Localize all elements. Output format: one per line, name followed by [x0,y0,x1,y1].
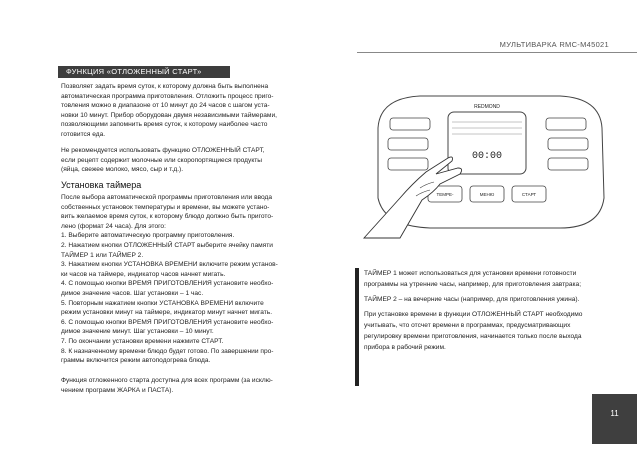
side-note-delayed-start: При установке времени в функции ОТЛОЖЕННЫЙ СТАРТ необходимо учитывать, что отсчет времени в программах, предусматривающих регулировку времени приготовления, начинается только после выхода прибора в рабочий режим. [364,311,583,351]
step-line: режим установки минут на таймере, индикатор минут начнет мигать. [61,309,273,317]
intro-line: позволяющими запомнить время суток, к которому наиболее часто [61,121,268,129]
step-line: 6. С помощью кнопки ВРЕМЯ ПРИГОТОВЛЕНИЯ установите необхо- [61,318,274,326]
warning-line: Не рекомендуется использовать функцию ОТЛОЖЕННЫЙ СТАРТ, [61,147,265,154]
page-number: 11 [592,394,637,444]
section-title: ФУНКЦИЯ «ОТЛОЖЕННЫЙ СТАРТ» [58,66,230,78]
note-paragraph [61,376,346,395]
panel-button-left-1 [390,118,430,130]
step-line: вить желаемое время суток, к которому блюдо должно быть пригото- [61,213,274,221]
step-line: 3. Нажатием кнопки УСТАНОВКА ВРЕМЕНИ включите режим установ- [61,261,278,269]
panel-button-start-label: СТАРТ [521,192,537,197]
step-line: 4. С помощью кнопки ВРЕМЯ ПРИГОТОВЛЕНИЯ установите необхо- [61,280,274,288]
panel-display-time: 00:00 [471,151,503,162]
warning-line: (яйца, свежее молоко, мясо, сыр и т.д.). [61,166,184,174]
intro-line: новки 10 минут. Прибор оборудован двумя независимыми таймерами, [61,111,277,119]
header-model: МУЛЬТИВАРКА RMC-M45021 [499,40,609,49]
step-line: ТАЙМЕР 1 или ТАЙМЕР 2. [61,251,144,259]
panel-button-right-1 [546,118,586,130]
subheading: Установка таймера [61,180,142,190]
step-line: лено (формат 24 часа). Для этого: [61,222,166,230]
step-line: 7. По окончании установки времени нажмите СТАРТ. [61,337,224,345]
step-line: димое значение часов. Шаг установки – 1 час. [61,289,204,297]
intro-paragraph [61,82,346,140]
step-line: После выбора автоматической программы приготовления или ввода [61,194,273,201]
panel-button-temp-label: TEMPE- [436,192,454,197]
step-line: ки часов на таймере, индикатор часов начнет мигать. [61,270,226,278]
step-line: 2. Нажатием кнопки ОТЛОЖЕННЫЙ СТАРТ выберите ячейку памяти [61,241,273,249]
step-line: 1. Выберите автоматическую программу приготовления. [61,232,235,240]
step-line: граммы включится режим автоподогрева блюда. [61,357,211,365]
panel-display [448,112,526,174]
side-note-timer2: ТАЙМЕР 2 – на вечерние часы (например, для приготовления ужина). [364,296,580,303]
steps-block [61,193,346,366]
note-line: чением программ ЖАРКА и ПАСТА). [61,386,174,394]
panel-button-right-2 [548,138,588,150]
intro-line: Позволяет задать время суток, к которому должна быть выполнена [61,83,269,90]
step-line: димое значение минут. Шаг установки – 10 минут. [61,328,214,336]
panel-button-right-3 [548,158,588,170]
note-line: Функция отложенного старта доступна для всех программ (за исклю- [61,377,273,384]
panel-button-left-3 [388,158,428,170]
warning-line: если рецепт содержит молочные или скоропортящиеся продукты [61,156,263,164]
intro-line: готовится еда. [61,130,106,138]
intro-line: товления можно в диапазоне от 10 минут до 24 часов с шагом уста- [61,102,270,110]
step-line: собственных установок температуры и времени, вы можете устано- [61,203,270,211]
control-panel-illustration [360,88,620,248]
panel-button-menu-label: МЕНЮ [479,192,495,197]
step-line: 8. К назначенному времени блюдо будет готово. По завершении про- [61,347,274,355]
side-note-bar [355,268,359,386]
step-line: 5. Повторным нажатием кнопки УСТАНОВКА ВРЕМЕНИ включите [61,299,264,307]
warning-paragraph [61,146,346,175]
panel-brand: REDMOND [474,104,500,110]
side-notes [364,268,584,357]
side-note-timer1: ТАЙМЕР 1 может использоваться для установки времени готовности программы на утренние часы, например, для приготовления завтрака; [364,270,582,288]
header-rule [357,52,637,53]
panel-button-left-2 [388,138,428,150]
intro-line: автоматическая программа приготовления. Отложить процесс приго- [61,92,274,100]
